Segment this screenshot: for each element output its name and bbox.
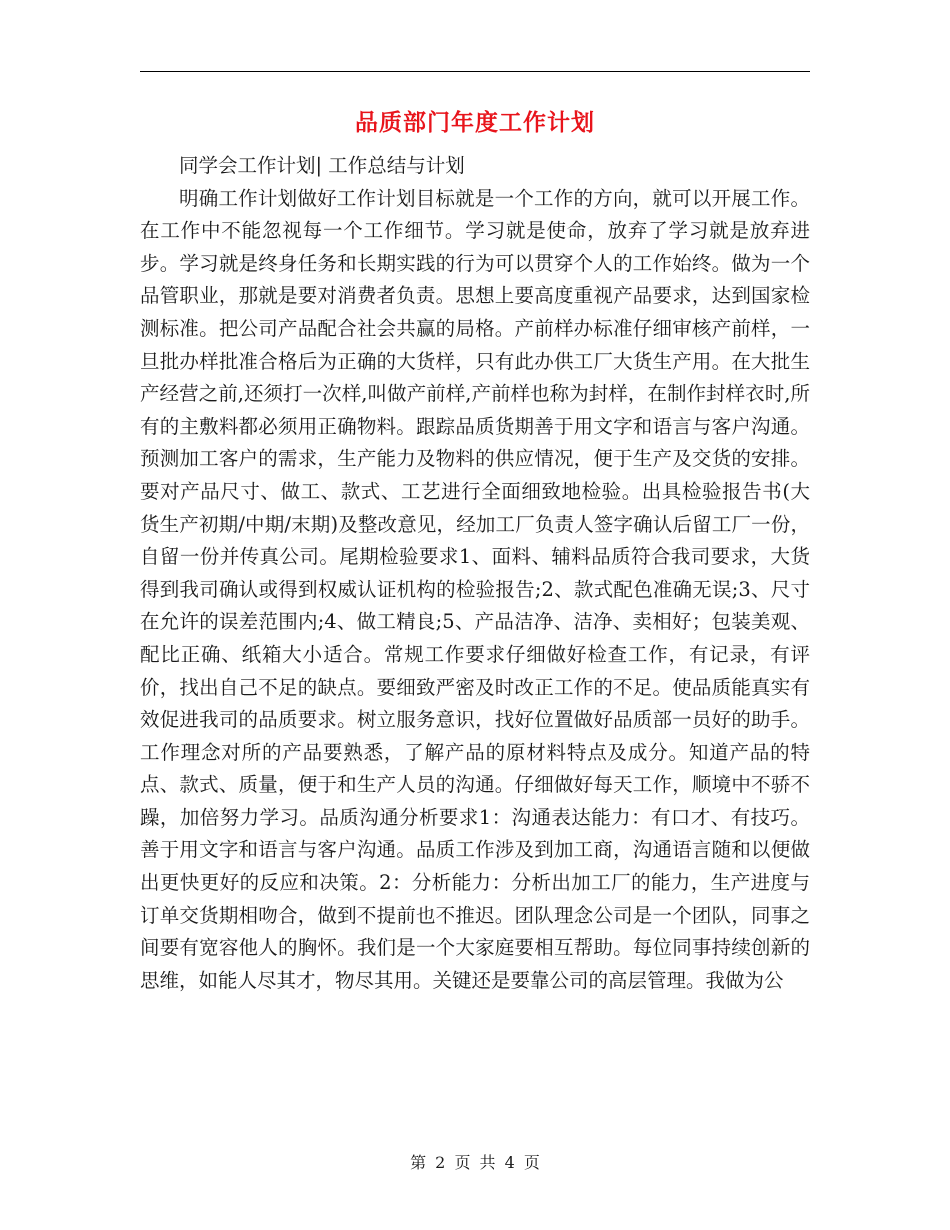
header-rule xyxy=(140,71,810,72)
document-body xyxy=(140,150,810,997)
paragraph-main: 明确工作计划做好工作计划目标就是一个工作的方向，就可以开展工作。在工作中不能忽视每一个工作细节。学习就是使命，放弃了学习就是放弃进步。学习就是终身任务和长期实践的行为可以贯穿个人的工作始终。做为一个品管职业，那就是要对消费者负责。思想上要高度重视产品要求，达到国家检测标准。把公司产品配合社会共赢的局格。产前样办标准仔细审核产前样，一旦批办样批准合格后为正确的大货样，只有此办供工厂大货生产用。在大批生产经营之前,还须打一次样,叫做产前样,产前样也称为封样，在制作封样衣时,所有的主敷料都必须用正确物料。跟踪品质货期善于用文字和语言与客户沟通。预测加工客户的需求，生产能力及物料的供应情况，便于生产及交货的安排。要对产品尺寸、做工、款式、工艺进行全面细致地检验。出具检验报告书(大货生产初期/中期/末期)及整改意见，经加工厂负责人签字确认后留工厂一份，自留一份并传真公司。尾期检验要求1、面料、辅料品质符合我司要求，大货得到我司确认或得到权威认证机构的检验报告;2、款式配色准确无误;3、尺寸在允许的误差范围内;4、做工精良;5、产品洁净、洁净、卖相好；包装美观、配比正确、纸箱大小适合。常规工作要求仔细做好检查工作，有记录，有评价，找出自己不足的缺点。要细致严密及时改正工作的不足。使品质能真实有效促进我司的品质要求。树立服务意识，找好位置做好品质部一员好的助手。工作理念对所的产品要熟悉，了解产品的原材料特点及成分。知道产品的特点、款式、质量，便于和生产人员的沟通。仔细做好每天工作，顺境中不骄不躁，加倍努力学习。品质沟通分析要求1：沟通表达能力：有口才、有技巧。善于用文字和语言与客户沟通。品质工作涉及到加工商，沟通语言随和以便做出更快更好的反应和决策。2：分析能力：分析出加工厂的能力，生产进度与订单交货期相吻合，做到不提前也不推迟。团队理念公司是一个团队，同事之间要有宽容他人的胸怀。我们是一个大家庭要相互帮助。每位同事持续创新的思维，如能人尽其才，物尽其用。关键还是要靠公司的高层管理。我做为公 xyxy=(140,186,810,992)
document-title: 品质部门年度工作计划 xyxy=(355,109,595,136)
page-footer: 第 2 页 共 4 页 xyxy=(410,1153,540,1172)
paragraph-subtitle: 同学会工作计划| 工作总结与计划 xyxy=(179,154,465,177)
